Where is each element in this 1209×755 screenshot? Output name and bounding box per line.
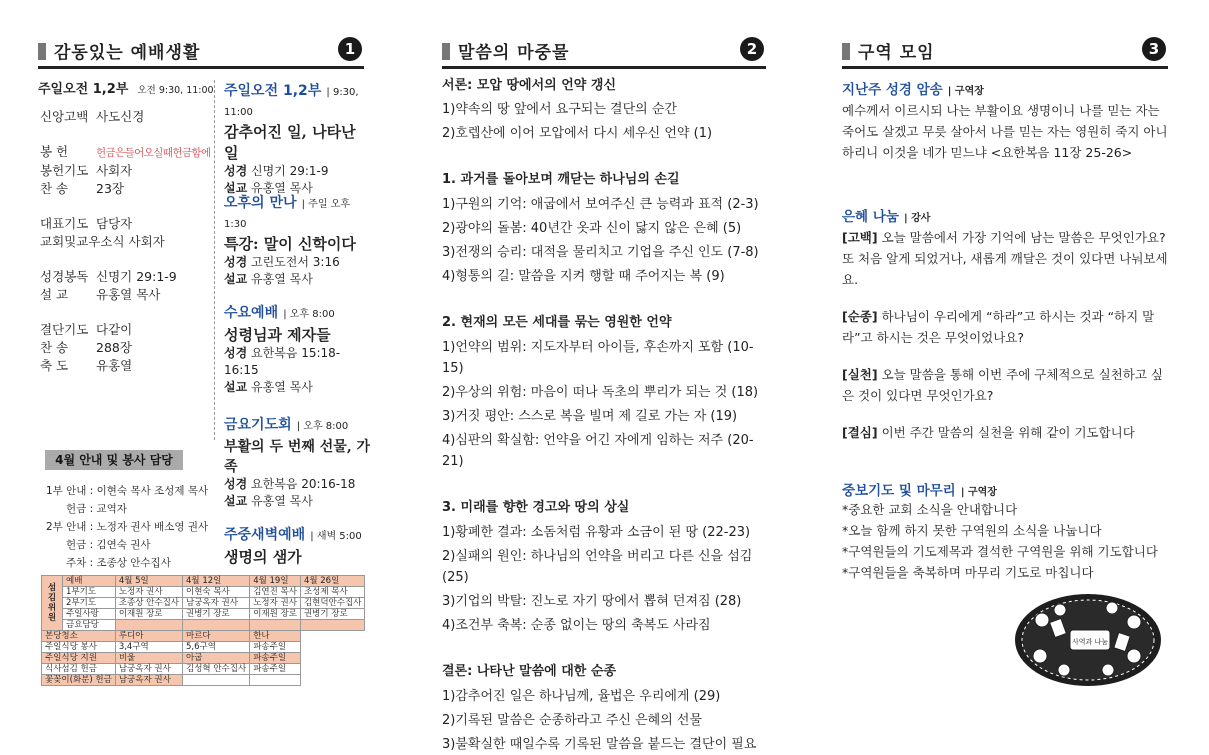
- order-list: 신앙고백 사도신경 봉 헌 헌금은들어오실때헌금함에 봉헌기도 사회자 찬 송 23장 대표기도 담당자 교회및교우소식 사회자 성경봉독 신명기 29:1-9 설 교 유홍열 목사 결단기도 다같이 찬 송 288장 축 도 유홍열: [40, 109, 211, 373]
- table-row: 본당청소 루디아 마르다 한나: [42, 631, 365, 642]
- service-item: 수요예배 | 오후 8:00 성령님과 제자들 성경 요한복음 15:18-16:15 설교 유홍열 목사: [224, 305, 341, 394]
- outline-heading: 2. 현재의 모든 세대를 묶는 영원한 언약: [442, 315, 672, 330]
- table-row: 금요담당: [42, 620, 365, 631]
- share-title: 은혜 나눔: [842, 209, 899, 225]
- outline-heading: 3. 미래를 향한 경고와 땅의 상실: [442, 500, 630, 515]
- service-item: 주일오전 1,2부 | 9:30, 11:00 감추어진 일, 나타난 일 성경 신명기 29:1-9 설교 유홍열 목사: [224, 83, 359, 195]
- share-item: [순종] 하나님이 우리에게 “하라”고 하시는 것과 “하지 말라”고 하시는 것은 무엇이었나요?: [842, 309, 1155, 345]
- section-number-3: 3: [1142, 37, 1166, 61]
- section-header-cell: 구역 모임: [842, 38, 935, 64]
- cell-group: 지난주 성경 암송 | 구역장 예수께서 이르시되 나는 부활이요 생명이니 나를 믿는 자는 죽어도 살겠고 무릇 살아서 나를 믿는 자는 영원히 죽지 아니하리니 이것을 네가 믿느냐 <요한복음 11장 25-26> 은혜 나눔 | 강사 [고백] 오늘 말씀에서 가장 기억에 남는 말씀은 무엇인가요? 또 처음 알게 되었거나, 새롭게 깨달은 것이 있다면 나눠보세요. [순종] 하나님이 우리에게 “하라”고 하시는 것과 “하지 말라”고 하시는 것은 무엇이었나요? [실천] 오늘 말씀을 통해 이번 주에 구체적으로 실천하고 싶은 것이 있다면 무엇인가요? [결심] 이번 주간 말씀의 실천을 위해 같이 기도합니다 중보기도 및 마무리 | 구역장 *중요한 교회 소식을 안내합니다 *오늘 함께 하지 못한 구역원의 소식을 나눕니다 *구역원들의 기도제목과 결석한 구역원을 위해 기도합니다 *구역원들을 축복하며 마무리 기도로 마칩니다: [842, 78, 1172, 583]
- duty-side-label: 섬 김 위 원: [42, 576, 63, 631]
- illustration-label: 사역과 나눔: [1071, 638, 1109, 646]
- order-header: [38, 78, 214, 97]
- prayer-item: *구역원들의 기도제목과 결석한 구역원을 위해 기도합니다: [842, 544, 1158, 559]
- order-time: 오전 9:30, 11:00: [137, 85, 214, 96]
- section-rule: [842, 66, 1168, 69]
- duty-table: 섬 김 위 원 예배 4월 5일 4월 12일 4월 19일 4월 26일 1부기도 노정자 권사 이현숙 목사 김연진 목사 조성제 목사 2부기도 조종상 안수집사 남궁옥자 권사 노정자 권사 김현덕안수집사 주일사랑 이재원 장로 권병기 장로 이재원 장로 권병기 장로 금요담당 본당청소 루디아 마르다 한나 주일식당 봉사 3,4구역 5,6구역 파송주일 주일식당 지원 비울 아굽 파송주일 식사섬김 헌금 남궁옥자 권사 김성혁 안수집사 파송주일 꽃꽂이(화분) 헌금 남궁옥자 권사: [41, 575, 365, 686]
- memo-title: 지난주 성경 암송: [842, 82, 943, 98]
- table-row: 2부기도 조종상 안수집사 남궁옥자 권사 노정자 권사 김현덕안수집사: [42, 598, 365, 609]
- table-row: 꽃꽂이(화분) 헌금 남궁옥자 권사: [42, 675, 365, 686]
- section-number-1: 1: [338, 37, 362, 61]
- memo-text: 예수께서 이르시되 나는 부활이요 생명이니 나를 믿는 자는 죽어도 살겠고 무릇 살아서 나를 믿는 자는 영원히 죽지 아니하리니 이것을 네가 믿느냐 <요한복음 11장 25-26>: [842, 103, 1168, 160]
- section-rule: [38, 66, 364, 69]
- outline-heading: 1. 과거를 돌아보며 깨닫는 하나님의 손길: [442, 172, 680, 187]
- service-item: 금요기도회 | 오후 8:00 부활의 두 번째 선물, 가족 성경 요한복음 20:16-18 설교 유홍열 목사: [224, 417, 371, 508]
- table-row: 주일식당 지원 비울 아굽 파송주일: [42, 653, 365, 664]
- prayer-item: *오늘 함께 하지 못한 구역원의 소식을 나눕니다: [842, 523, 1102, 538]
- order-title: 주일오전 1,2부: [38, 82, 129, 97]
- notice-list: 1부 안내 : 이현숙 목사 조성제 목사 헌금 : 교역자 2부 안내 : 노정자 권사 배소영 권사 헌금 : 김연숙 권사 주차 : 조종상 안수집사: [46, 485, 209, 569]
- table-row: 1부기도 노정자 권사 이현숙 목사 김연진 목사 조성제 목사: [42, 587, 365, 598]
- share-item: [결심] 이번 주간 말씀의 실천을 위해 같이 기도합니다: [842, 425, 1135, 440]
- outline-heading: 결론: 나타난 말씀에 대한 순종: [442, 664, 616, 679]
- section-number-2: 2: [740, 37, 764, 61]
- notice-badge: 4월 안내 및 봉사 담당: [45, 450, 183, 470]
- table-row: 주일식당 봉사 3,4구역 5,6구역 파송주일: [42, 642, 365, 653]
- table-row: 주일사랑 이재원 장로 권병기 장로 이재원 장로 권병기 장로: [42, 609, 365, 620]
- section-rule: [442, 66, 766, 69]
- column-divider: [214, 80, 215, 440]
- service-item: 오후의 만나 | 주일 오후 1:30 특강: 말이 신학이다 성경 고린도전서 3:16 설교 유홍열 목사: [224, 195, 356, 286]
- section-header-word: 말씀의 마중물: [442, 38, 569, 64]
- prayer-item: *구역원들을 축복하며 마무리 기도로 마칩니다: [842, 565, 1094, 580]
- service-list: [224, 80, 374, 567]
- group-illustration: [1012, 590, 1164, 690]
- share-item: [고백] 오늘 말씀에서 가장 기억에 남는 말씀은 무엇인가요? 또 처음 알게 되었거나, 새롭게 깨달은 것이 있다면 나눠보세요.: [842, 230, 1168, 287]
- sermon-outline: 서론: 모압 땅에서의 언약 갱신 1)약속의 땅 앞에서 요구되는 결단의 순간 2)호렙산에 이어 모압에서 다시 세우신 언약 (1) 1. 과거를 돌아보며 깨닫는 하나님의 손길 1)구원의 기억: 애굽에서 보여주신 큰 능력과 표적 (2-3) 2)광야의 돌봄: 40년간 옷과 신이 닳지 않은 은혜 (5) 3)전쟁의 승리: 대적을 물리치고 기업을 주신 인도 (7-8) 4)형통의 길: 말씀을 지켜 행할 때 주어지는 복 (9) 2. 현재의 모든 세대를 묶는 영원한 언약 1)언약의 범위: 지도자부터 아이들, 후손까지 포함 (10-15) 2)우상의 위험: 마음이 떠나 독초의 뿌리가 되는 것 (18) 3)거짓 평안: 스스로 복을 빌며 제 길로 가는 자 (19) 4)심판의 확실함: 언약을 어긴 자에게 임하는 저주 (20-21) 3. 미래를 향한 경고와 땅의 상실 1)황폐한 결과: 소돔처럼 유황과 소금이 된 땅 (22-23) 2)실패의 원인: 하나님의 언약을 버리고 다른 신을 섬김 (25) 3)기업의 박탈: 진노로 자기 땅에서 뽑혀 던져짐 (28) 4)조건부 축복: 순종 없이는 땅의 축복도 사라짐 결론: 나타난 말씀에 대한 순종 1)감추어진 일은 하나님께, 율법은 우리에게 (29) 2)기록된 말씀은 순종하라고 주신 은혜의 선물 3)불확실한 때일수록 기록된 말씀을 붙드는 결단이 필요: [442, 76, 772, 755]
- service-item: 주중새벽예배 | 새벽 5:00 생명의 샘가: [224, 527, 362, 566]
- outline-heading: 서론: 모압 땅에서의 언약 갱신: [442, 78, 616, 93]
- section-header-worship: 감동있는 예배생활: [38, 38, 200, 64]
- table-row: 식사섬김 헌금 남궁옥자 권사 김성혁 안수집사 파송주일: [42, 664, 365, 675]
- share-item: [실천] 오늘 말씀을 통해 이번 주에 구체적으로 실천하고 싶은 것이 있다면 무엇인가요?: [842, 367, 1163, 403]
- prayer-title: 중보기도 및 마무리: [842, 483, 956, 499]
- prayer-item: *중요한 교회 소식을 안내합니다: [842, 502, 1018, 517]
